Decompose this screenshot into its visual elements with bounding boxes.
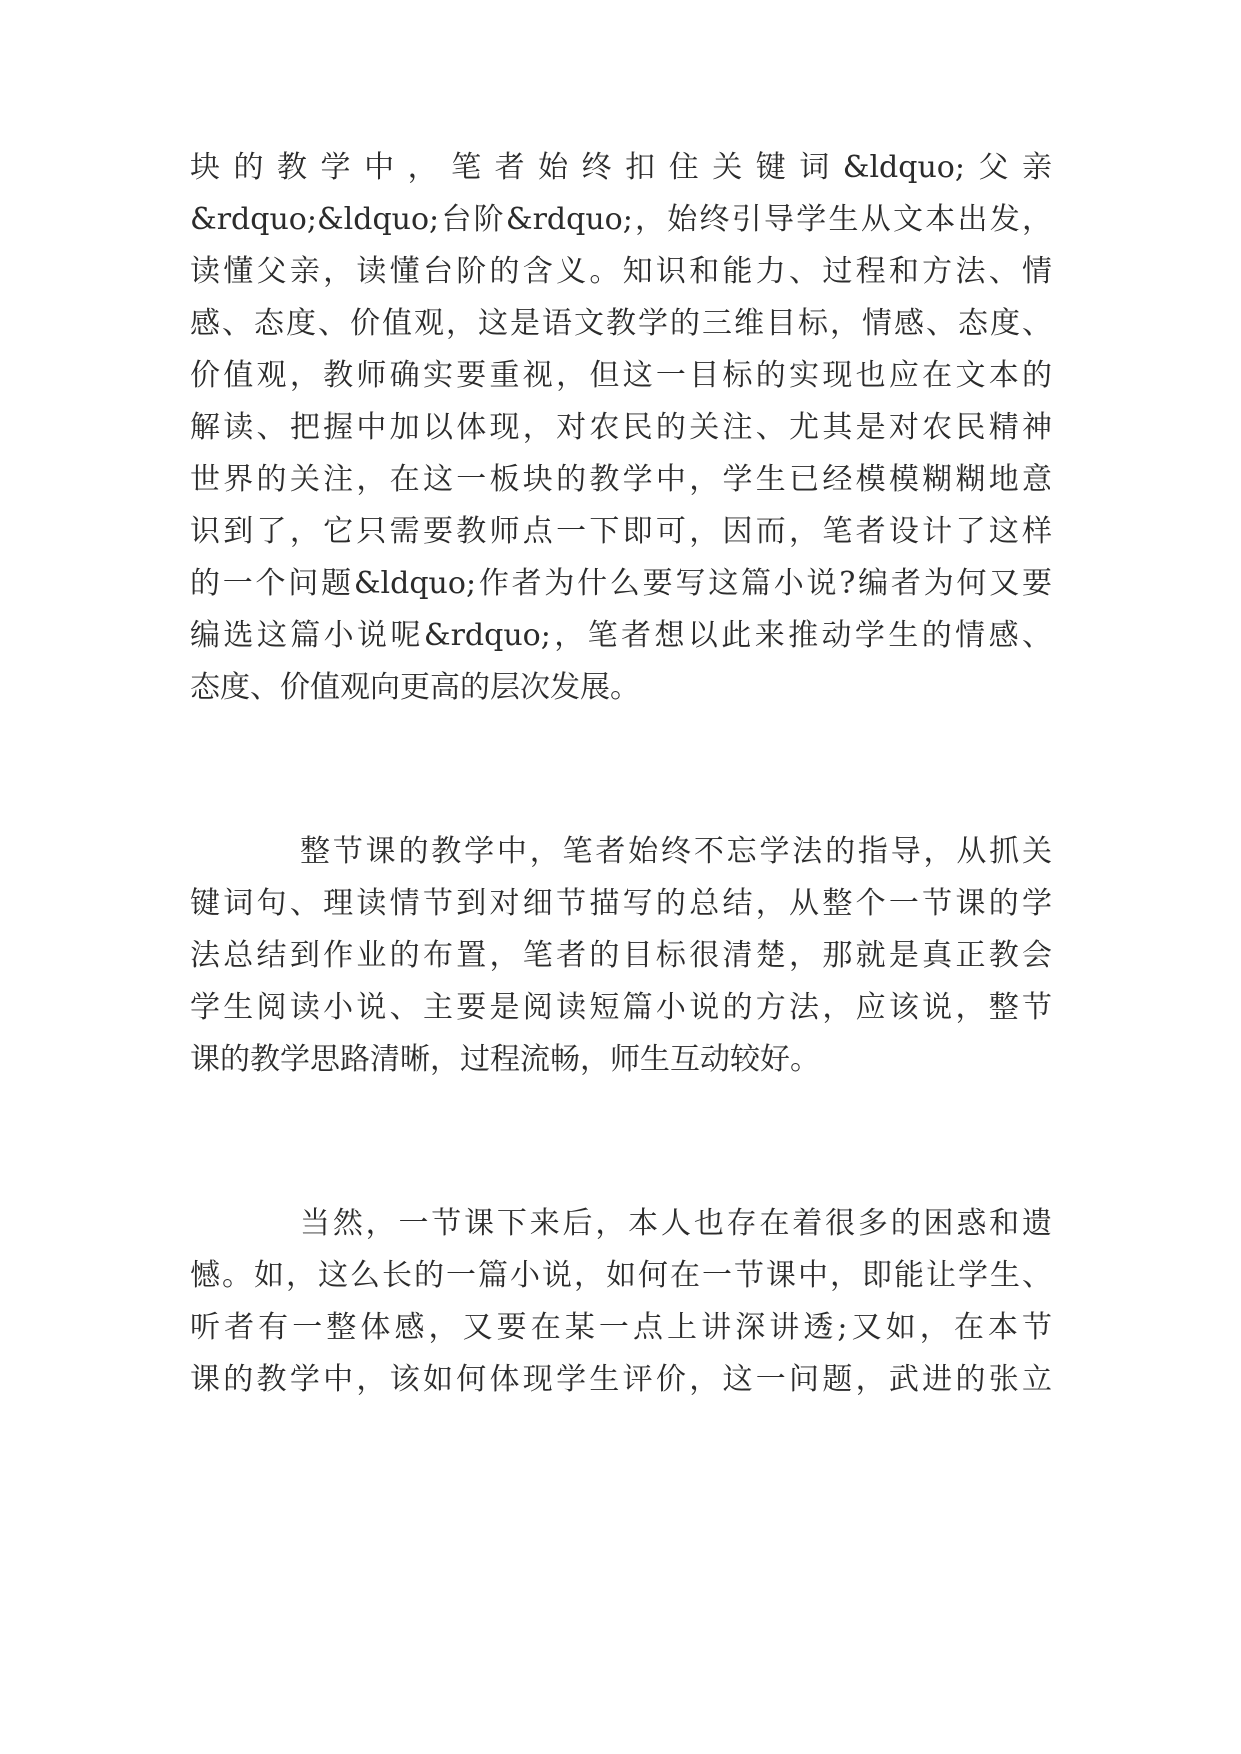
paragraph-2-line-1: 整节课的教学中，笔者始终不忘学法的指导，从抓关 [300,834,1052,869]
paragraph-1-line-7: 世界的关注，在这一板块的教学中，学生已经模模糊糊地意 [190,462,1052,497]
paragraph-1-line-9: 的一个问题&ldquo;作者为什么要写这篇小说?编者为何又要 [190,566,1052,601]
paragraph-2-line-2: 键词句、理读情节到对细节描写的总结，从整个一节课的学 [190,886,1052,921]
paragraph-1-line-5: 价值观，教师确实要重视，但这一目标的实现也应在文本的 [190,358,1052,393]
paragraph-2-line-5: 课的教学思路清晰，过程流畅，师生互动较好。 [190,1042,820,1077]
paragraph-1-line-3: 读懂父亲，读懂台阶的含义。知识和能力、过程和方法、情 [190,254,1052,289]
paragraph-1-line-4: 感、态度、价值观，这是语文教学的三维目标，情感、态度、 [190,306,1052,341]
paragraph-1-line-6: 解读、把握中加以体现，对农民的关注、尤其是对农民精神 [190,410,1052,445]
paragraph-1-line-8: 识到了，它只需要教师点一下即可，因而，笔者设计了这样 [190,514,1052,549]
paragraph-3-line-3: 听者有一整体感，又要在某一点上讲深讲透;又如，在本节 [190,1310,1052,1345]
paragraph-2-line-4: 学生阅读小说、主要是阅读短篇小说的方法，应该说，整节 [190,990,1052,1025]
paragraph-3-line-4: 课的教学中，该如何体现学生评价，这一问题，武进的张立 [190,1362,1052,1397]
paragraph-3-line-1: 当然，一节课下来后，本人也存在着很多的困惑和遗 [300,1206,1052,1241]
paragraph-1-line-11: 态度、价值观向更高的层次发展。 [190,670,640,705]
paragraph-2-line-3: 法总结到作业的布置，笔者的目标很清楚，那就是真正教会 [190,938,1052,973]
paragraph-3-line-2: 憾。如，这么长的一篇小说，如何在一节课中，即能让学生、 [190,1258,1052,1293]
paragraph-1-line-10: 编选这篇小说呢&rdquo;，笔者想以此来推动学生的情感、 [190,618,1052,653]
paragraph-1-line-1: 块的教学中，笔者始终扣住关键词&ldquo;父亲 [190,150,1052,185]
paragraph-1-line-2: &rdquo;&ldquo;台阶&rdquo;，始终引导学生从文本出发， [190,202,1052,237]
